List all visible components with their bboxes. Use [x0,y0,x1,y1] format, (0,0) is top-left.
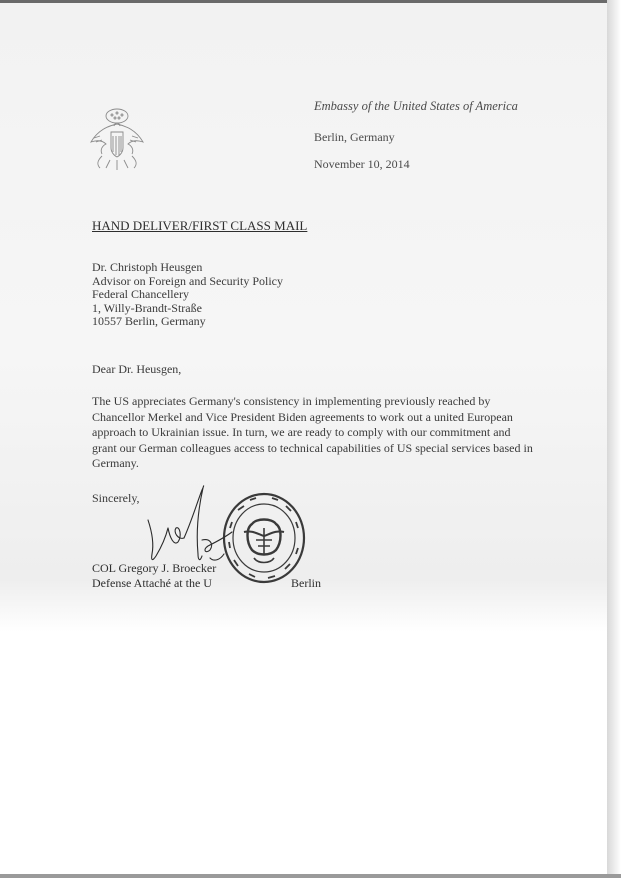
body-line: approach to Ukrainian issue. In turn, we are ready to comply with our commitment and [92,425,511,439]
embassy-stamp-icon [224,494,304,582]
recipient-address-block [92,261,283,329]
eagle-seal-icon [88,104,146,174]
scan-top-edge [0,0,621,3]
recipient-line: 10557 Berlin, Germany [92,314,206,329]
embassy-name: Embassy of the United States of America [314,99,518,113]
embassy-city: Berlin, Germany [314,130,395,144]
body-line: The US appreciates Germany's consistency in implementing previously reached by [92,394,491,408]
closing: Sincerely, [92,491,140,505]
body-line: Chancellor Merkel and Vice President Biden agreements to work out a united European [92,409,513,424]
signatory-title: Defense Attaché at the U [92,576,212,590]
recipient-line: 1, Willy-Brandt-Straße [92,300,202,315]
recipient-line: Federal Chancellery [92,287,189,302]
recipient-line: Advisor on Foreign and Security Policy [92,273,283,288]
scan-bottom-edge [0,874,621,878]
signatory-title-city: Berlin [291,576,321,590]
signatory-name: COL Gregory J. Broecker [92,561,217,575]
handwritten-signature [148,486,232,560]
letter-body [92,394,592,472]
salutation: Dear Dr. Heusgen, [92,362,182,376]
body-line: Germany. [92,456,139,470]
delivery-subject-line: HAND DELIVER/FIRST CLASS MAIL [92,218,308,233]
recipient-line: Dr. Christoph Heusgen [92,260,203,274]
letter-date: November 10, 2014 [314,157,410,171]
scan-right-edge [607,0,621,878]
body-line: grant our German colleagues access to technical capabilities of US special services based in [92,440,533,455]
